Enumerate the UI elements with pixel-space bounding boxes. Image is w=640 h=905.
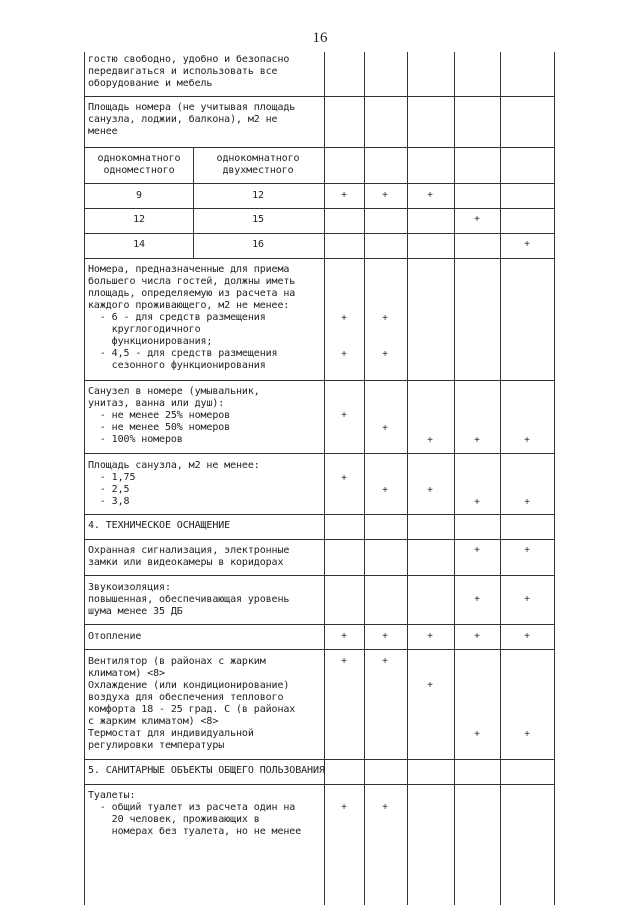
- plus-mark: +: [382, 349, 388, 360]
- plus-mark: +: [341, 349, 347, 360]
- plus-mark: +: [474, 497, 480, 508]
- row-line: [84, 759, 554, 760]
- row-text-guest-rooms: Номера, предназначенные для приема большего числа гостей, должны иметь площадь, определяемую из расчета на каждого проживающего, м2 не менее: - 6 - для средств размещения круглогодичного функционирования; - 4,5 - для средств размещения сезонного функционирования: [88, 264, 296, 371]
- table-border-right: [554, 52, 555, 905]
- row-text-security: Охранная сигнализация, электронные замки или видеокамеры в коридорах: [88, 545, 290, 568]
- row-line: [84, 453, 554, 454]
- area-value: 15: [252, 214, 264, 225]
- plus-mark: +: [382, 631, 388, 642]
- plus-mark: +: [427, 435, 433, 446]
- col-divider-1: [324, 52, 325, 905]
- row-line: [84, 380, 554, 381]
- plus-mark: +: [382, 802, 388, 813]
- plus-mark: +: [341, 802, 347, 813]
- plus-mark: +: [341, 656, 347, 667]
- row-text-toilets: Туалеты: - общий туалет из расчета один на 20 человек, проживающих в номерах без туалета, но не менее: [88, 790, 302, 837]
- area-value: 12: [133, 214, 145, 225]
- row-text-heating: Отопление: [88, 631, 142, 642]
- plus-mark: +: [427, 680, 433, 691]
- plus-mark: +: [382, 190, 388, 201]
- row-line: [84, 784, 554, 785]
- plus-mark: +: [474, 214, 480, 225]
- plus-mark: +: [524, 631, 530, 642]
- plus-mark: +: [524, 497, 530, 508]
- plus-mark: +: [341, 473, 347, 484]
- plus-mark: +: [382, 423, 388, 434]
- table-border-left: [84, 52, 85, 905]
- header-single-room: однокомнатного одноместного: [97, 153, 181, 176]
- plus-mark: +: [341, 631, 347, 642]
- page-number: 16: [312, 30, 328, 46]
- row-line: [84, 183, 554, 184]
- plus-mark: +: [474, 545, 480, 556]
- section-title-sanitary: 5. САНИТАРНЫЕ ОБЪЕКТЫ ОБЩЕГО ПОЛЬЗОВАНИЯ: [88, 765, 325, 776]
- plus-mark: +: [474, 729, 480, 740]
- plus-mark: +: [341, 313, 347, 324]
- plus-mark: +: [474, 594, 480, 605]
- col-divider-3: [407, 52, 408, 905]
- row-text-bathroom-area: Площадь санузла, м2 не менее: - 1,75 - 2,5 - 3,8: [88, 460, 260, 507]
- row-line: [84, 233, 554, 234]
- plus-mark: +: [474, 435, 480, 446]
- area-value: 16: [252, 239, 264, 250]
- row-line: [84, 96, 554, 97]
- plus-mark: +: [382, 485, 388, 496]
- row-line: [84, 649, 554, 650]
- row-line: [84, 514, 554, 515]
- plus-mark: +: [382, 656, 388, 667]
- plus-mark: +: [427, 190, 433, 201]
- row-line: [84, 208, 554, 209]
- area-value: 14: [133, 239, 145, 250]
- row-text-continuation: гостю свободно, удобно и безопасно передвигаться и использовать все оборудование и мебель: [88, 54, 290, 89]
- plus-mark: +: [524, 545, 530, 556]
- area-value: 9: [136, 190, 142, 201]
- col-divider-4: [454, 52, 455, 905]
- row-line: [84, 147, 554, 148]
- plus-mark: +: [427, 631, 433, 642]
- header-double-room: однокомнатного двухместного: [216, 153, 300, 176]
- area-value: 12: [252, 190, 264, 201]
- plus-mark: +: [474, 631, 480, 642]
- plus-mark: +: [427, 485, 433, 496]
- row-text-soundproofing: Звукоизоляция: повышенная, обеспечивающая уровень шума менее 35 ДБ: [88, 582, 290, 617]
- plus-mark: +: [524, 594, 530, 605]
- row-line: [84, 258, 554, 259]
- plus-mark: +: [524, 239, 530, 250]
- plus-mark: +: [524, 435, 530, 446]
- row-line: [84, 624, 554, 625]
- row-line: [84, 575, 554, 576]
- plus-mark: +: [382, 313, 388, 324]
- plus-mark: +: [524, 729, 530, 740]
- plus-mark: +: [341, 410, 347, 421]
- row-line: [84, 539, 554, 540]
- plus-mark: +: [341, 190, 347, 201]
- row-text-bathroom: Санузел в номере (умывальник, унитаз, ванна или душ): - не менее 25% номеров - не менее 50% номеров - 100% номеров: [88, 386, 260, 445]
- col-divider-5: [500, 52, 501, 905]
- col-divider-2: [364, 52, 365, 905]
- row-text-room-area: Площадь номера (не учитывая площадь санузла, лоджии, балкона), м2 не менее: [88, 102, 296, 137]
- section-title-technical: 4. ТЕХНИЧЕСКОЕ ОСНАЩЕНИЕ: [88, 520, 231, 531]
- row-text-ventilation: Вентилятор (в районах с жарким климатом) <8> Охлаждение (или кондиционирование) воздуха для обеспечения теплового комфорта 18 - 25 град. С (в районах с жарким климатом) <8> Термостат для индивидуальной регулировки температуры: [88, 656, 296, 751]
